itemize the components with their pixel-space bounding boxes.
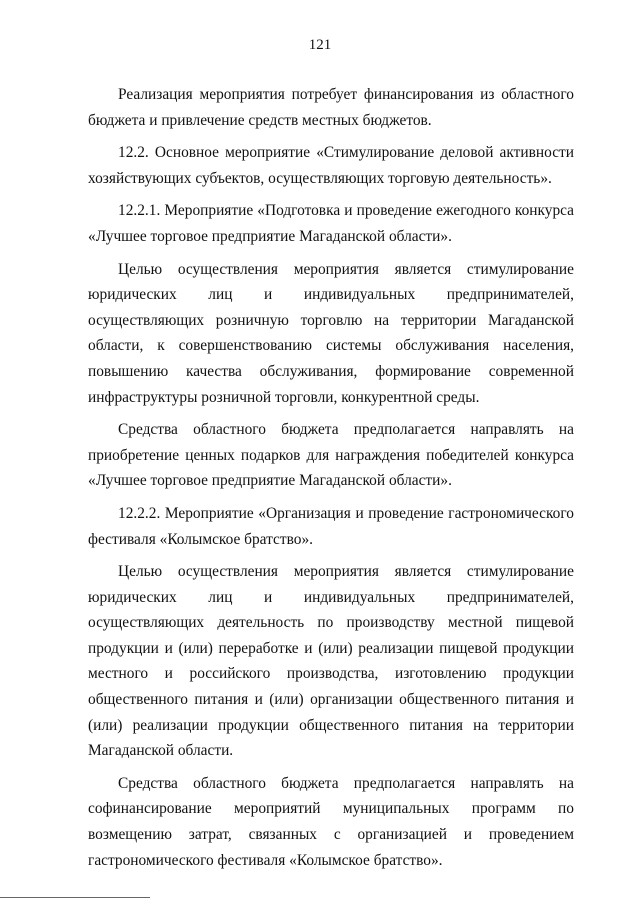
paragraph-section-12-2: 12.2. Основное мероприятие «Стимулирование деловой активности хозяйствующих субъектов, осуществляющих торговую деятельность». — [88, 144, 574, 187]
paragraph-section-12-2-2: 12.2.2. Мероприятие «Организация и проведение гастрономического фестиваля «Колымское братство». — [88, 504, 574, 548]
page-number: 121 — [308, 37, 332, 53]
paragraph-festival-funds: Средства областного бюджета предполагается направлять на софинансирование мероприятий муниципальных программ по возмещению затрат, связанных с организацией и проведением гастрономического фестиваля «Колымское братство». — [88, 774, 574, 869]
paragraph-section-12-2-1: 12.2.1. Мероприятие «Подготовка и проведение ежегодного конкурса «Лучшее торговое предприятие Магаданской области». — [88, 202, 574, 245]
paragraph-contest-goal: Целью осуществления мероприятия является стимулирование юридических лиц и индивидуальных предпринимателей, осуществляющих розничную торговлю на территории Магаданской области, к совершенствованию системы обслуживания населения, повышению качества обслуживания, формирование современной инфраструктуры розничной торговли, конкурентной среды. — [88, 260, 574, 406]
paragraph-financing: Реализация мероприятия потребует финансирования из областного бюджета и привлечение средств местных бюджетов. — [88, 86, 574, 129]
paragraph-contest-funds: Средства областного бюджета предполагается направлять на приобретение ценных подарков для награждения победителей конкурса «Лучшее торговое предприятие Магаданской области». — [88, 421, 574, 490]
document-body — [88, 82, 574, 880]
footnote-divider — [0, 897, 150, 898]
paragraph-festival-goal: Целью осуществления мероприятия является стимулирование юридических лиц и индивидуальных предпринимателей, осуществляющих деятельность по производству местной пищевой продукции и (или) переработке и (или) реализации пищевой продукции местного и российского производства, изготовлению продукции общественного питания и (или) организации общественного питания и (или) реализации продукции общественного питания на территории Магаданской области. — [88, 563, 574, 760]
